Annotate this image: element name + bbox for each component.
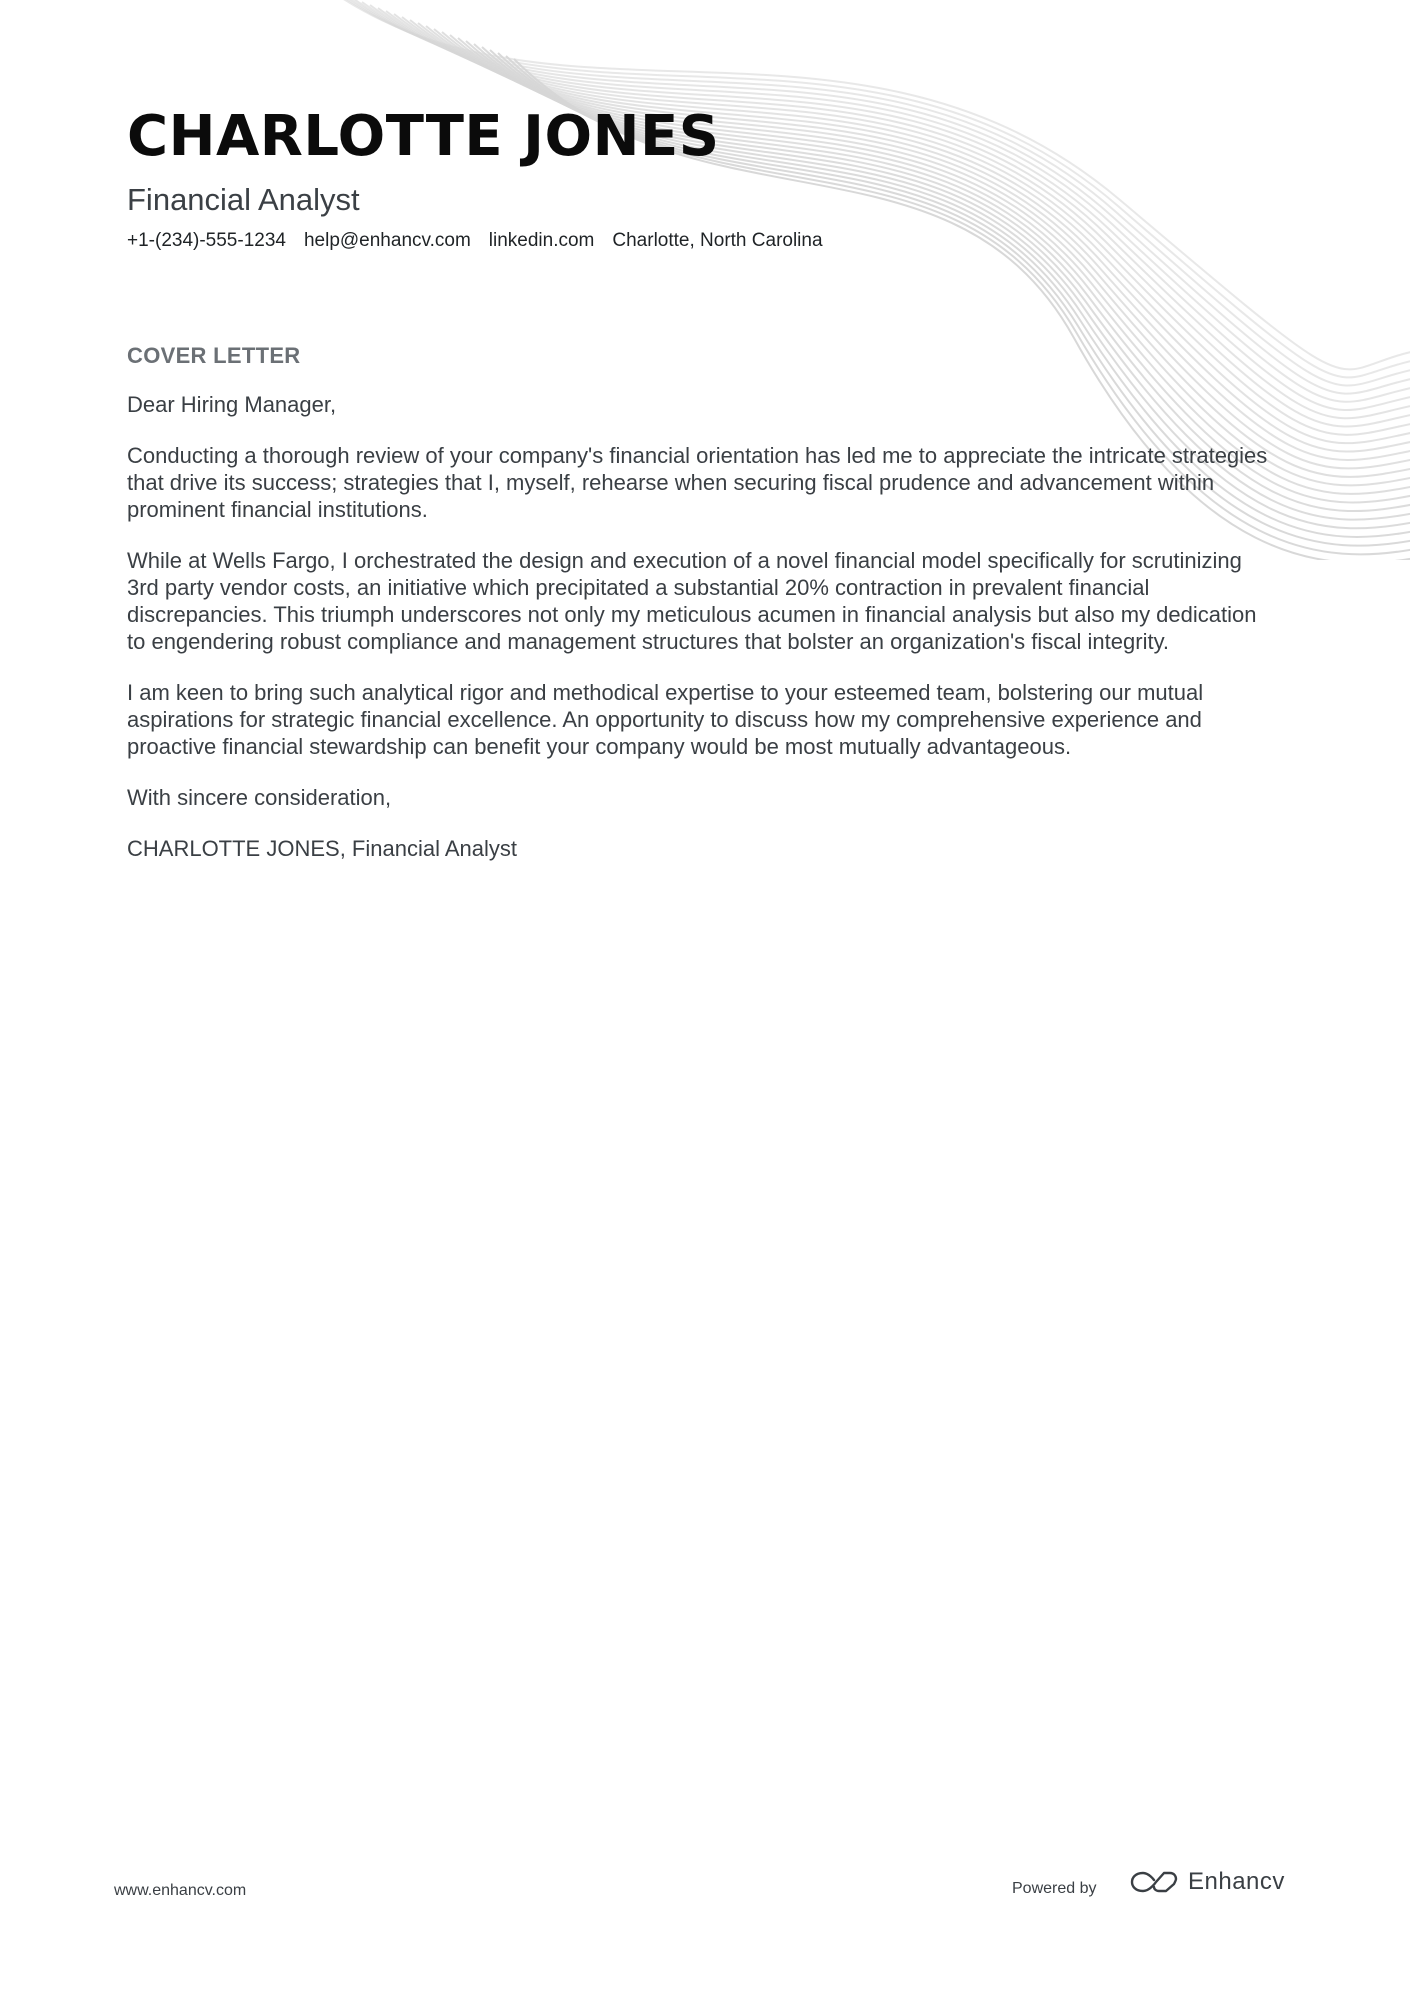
contact-info (127, 230, 1127, 252)
location: Charlotte, North Carolina (612, 229, 823, 251)
email-address: help@enhancv.com (303, 229, 471, 251)
section-heading: COVER LETTER (127, 343, 301, 368)
linkedin-link: linkedin.com (488, 229, 595, 251)
paragraph-3: I am keen to bring such analytical rigor and methodical expertise to your esteemed team, bolstering our mutual aspirations for strategic financial excellence. An opportunity to discuss how my comprehensive experience and proactive financial stewardship can benefit your company would be most mutually advantageous. (127, 680, 1204, 759)
candidate-title: Financial Analyst (127, 181, 360, 217)
paragraph-2: While at Wells Fargo, I orchestrated the design and execution of a novel financial model specifically for scrutinizing 3rd party vendor costs, an initiative which precipitated a substantial 20% contraction in prevalent financial discrepancies. This triumph underscores not only my meticulous acumen in financial analysis but also my dedication to engendering robust compliance and management structures that bolster an organization's fiscal integrity. (127, 548, 1257, 654)
closing: With sincere consideration, (127, 785, 392, 810)
powered-by-label: Powered by (1012, 1880, 1097, 1897)
brand-logo (1130, 1868, 1285, 1896)
brand-name: Enhancv (1188, 1868, 1285, 1895)
cover-letter-body (127, 343, 1277, 862)
candidate-name: CHARLOTTE JONES (127, 104, 720, 169)
infinity-logo-icon (1130, 1868, 1178, 1896)
salutation: Dear Hiring Manager, (127, 392, 337, 417)
signature: CHARLOTTE JONES, Financial Analyst (127, 836, 518, 861)
footer-website: www.enhancv.com (114, 1882, 247, 1899)
resume-header (127, 104, 1127, 252)
phone-number: +1-(234)-555-1234 (127, 229, 286, 251)
paragraph-1: Conducting a thorough review of your company's financial orientation has led me to appreciate the intricate strategies that drive its success; strategies that I, myself, rehearse when securing fiscal prudence and advancement within prominent financial institutions. (127, 443, 1268, 522)
